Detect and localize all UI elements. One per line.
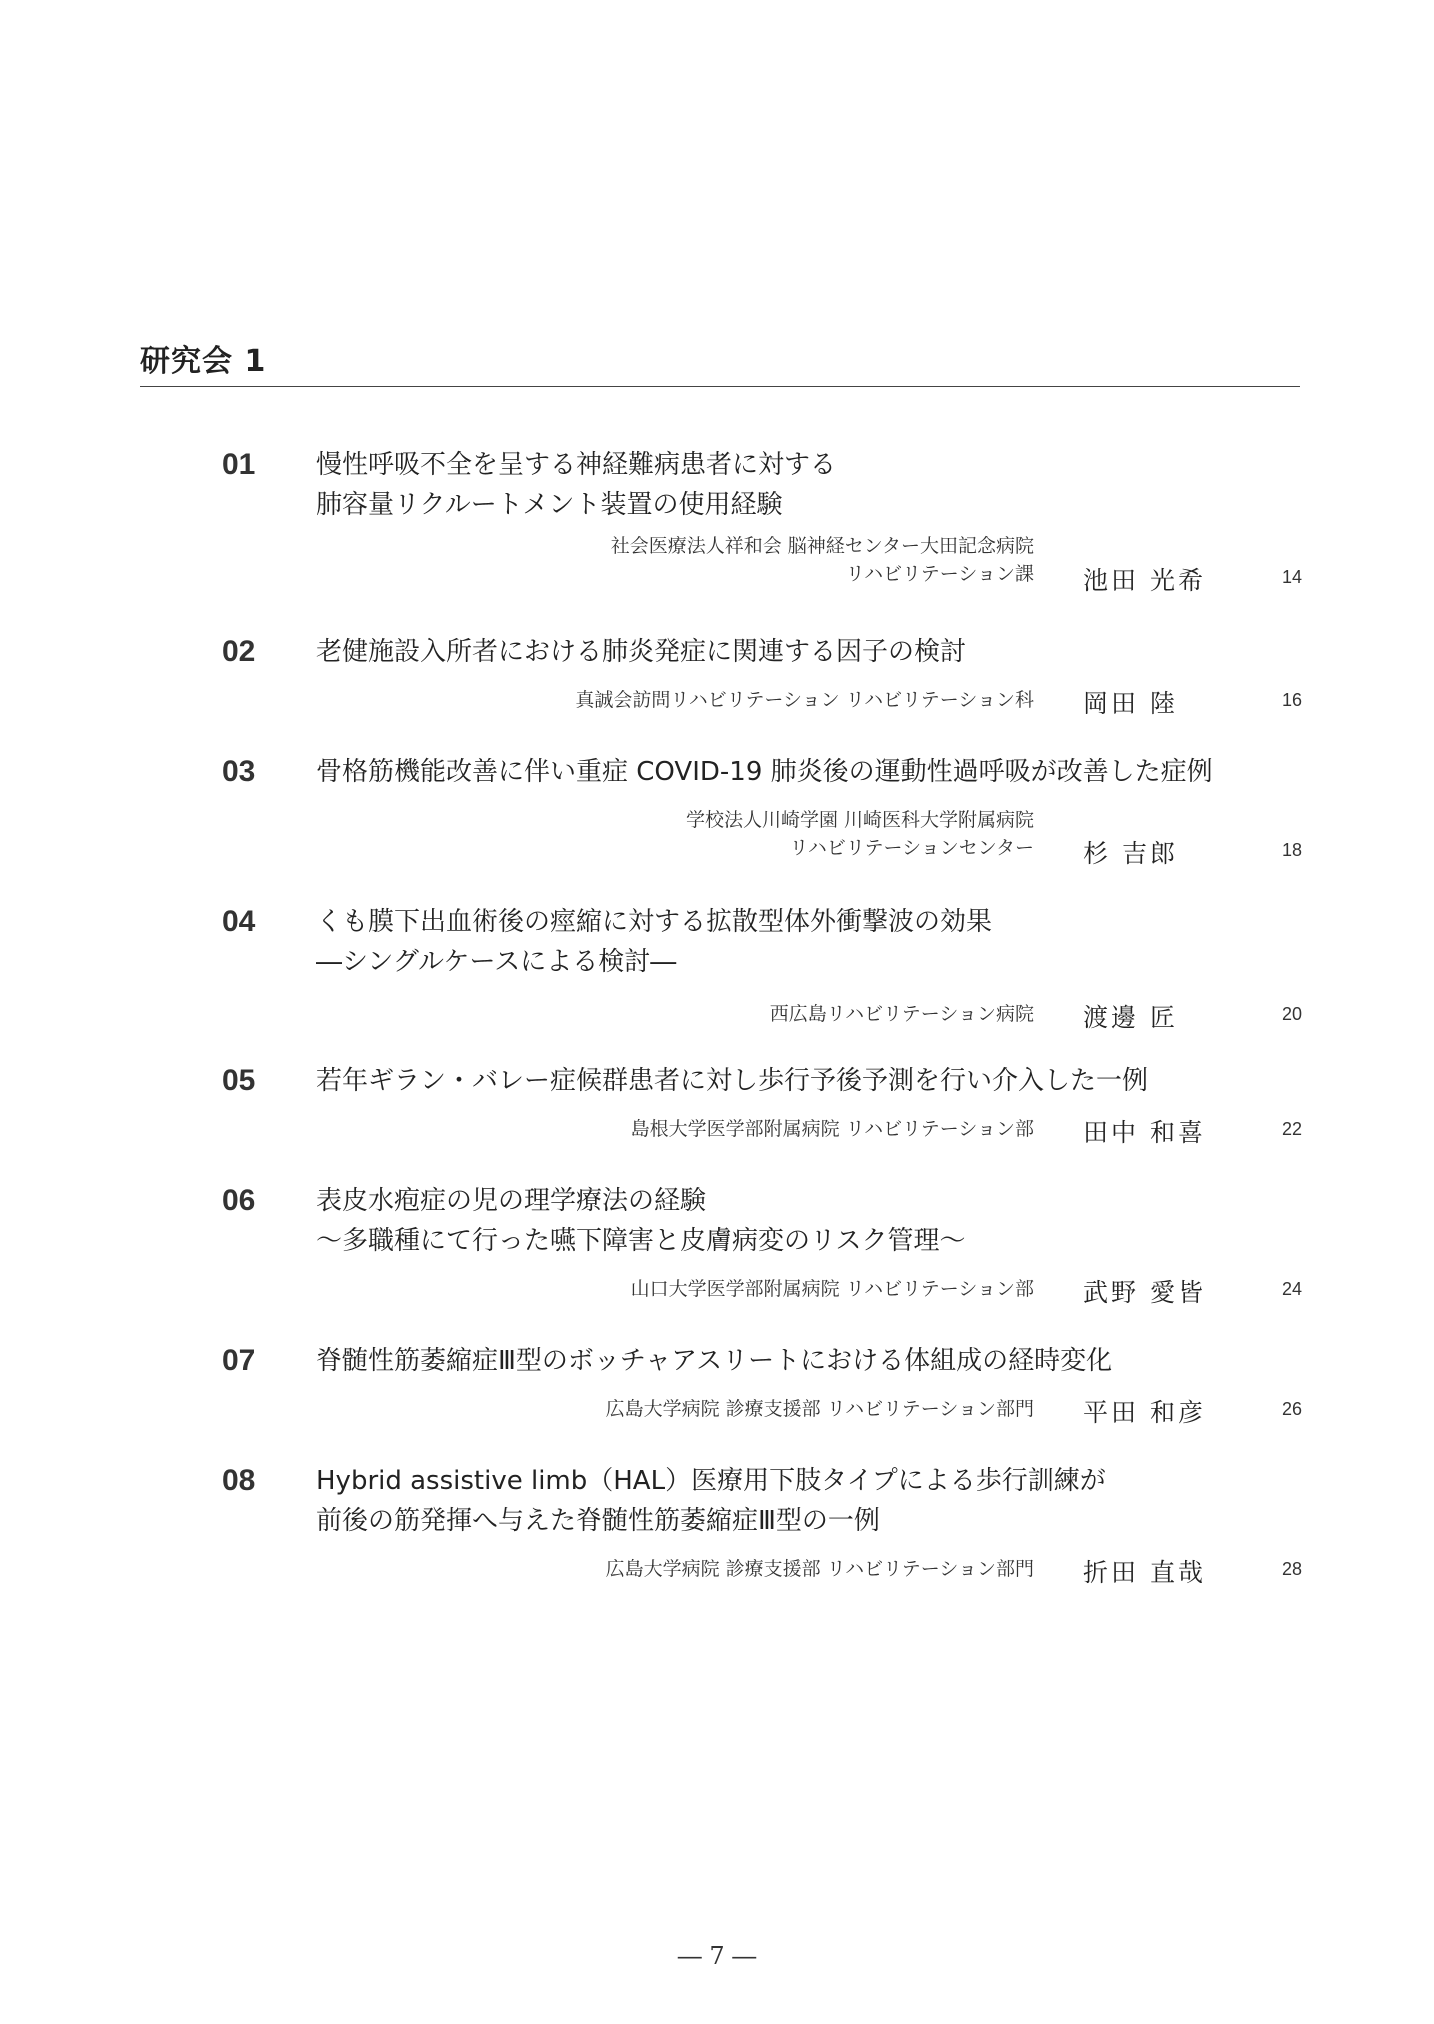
entry-affiliation-line: リハビリテーション課 (845, 563, 1034, 585)
entry-page-number: 20 (1281, 1004, 1302, 1024)
entry-title (316, 1341, 1316, 1381)
entry-affiliation (134, 1275, 1034, 1303)
entry-affiliation-line: 西広島リハビリテーション病院 (769, 1003, 1034, 1025)
entry-title (316, 1181, 1316, 1261)
entry-affiliation-line: 山口大学医学部附属病院 リハビリテーション部 (630, 1278, 1034, 1300)
entry-page-number: 26 (1281, 1399, 1302, 1419)
entry-author: 武野 愛皆 (1083, 1278, 1206, 1307)
entry-title-line: 脊髄性筋萎縮症Ⅲ型のボッチャアスリートにおける体組成の経時変化 (316, 1346, 1113, 1376)
entry-page-number: 18 (1281, 840, 1302, 860)
entry-title (316, 1061, 1316, 1101)
entry-page-number: 24 (1281, 1279, 1302, 1299)
entry-title-line: Hybrid assistive limb（HAL）医療用下肢タイプによる歩行訓練が (316, 1466, 1106, 1496)
entry-affiliation (134, 532, 1034, 588)
entry-number: 07 (222, 1344, 256, 1377)
entry-author: 岡田 陸 (1083, 689, 1178, 718)
entry-title-line: 慢性呼吸不全を呈する神経難病患者に対する (316, 450, 837, 480)
entry-affiliation (134, 1395, 1034, 1423)
entry-title-line: 前後の筋発揮へ与えた脊髄性筋萎縮症Ⅲ型の一例 (316, 1506, 880, 1536)
entry-title (316, 902, 1316, 982)
entry-title-line: くも膜下出血術後の痙縮に対する拡散型体外衝撃波の効果 (316, 907, 993, 937)
entry-title (316, 445, 1316, 525)
entry-author: 田中 和喜 (1083, 1118, 1206, 1147)
entry-affiliation-line: 学校法人川崎学園 川崎医科大学附属病院 (685, 809, 1034, 831)
entry-page-number: 28 (1281, 1559, 1302, 1579)
entry-affiliation-line: 広島大学病院 診療支援部 リハビリテーション部門 (605, 1558, 1034, 1580)
entry-affiliation-line: リハビリテーションセンター (789, 837, 1034, 859)
page-number-footer: ― 7 ― (677, 1942, 757, 1970)
entry-page-number: 22 (1281, 1119, 1302, 1139)
entry-affiliation (134, 1555, 1034, 1583)
entry-page-number: 14 (1281, 567, 1302, 587)
entry-number: 04 (222, 905, 256, 938)
entry-affiliation-line: 島根大学医学部附属病院 リハビリテーション部 (630, 1118, 1034, 1140)
entry-affiliation (134, 1115, 1034, 1143)
entry-title (316, 1461, 1316, 1541)
entry-affiliation (134, 686, 1034, 714)
entry-affiliation (134, 806, 1034, 862)
entry-title-line: 骨格筋機能改善に伴い重症 COVID-19 肺炎後の運動性過呼吸が改善した症例 (316, 757, 1213, 787)
entry-page-number: 16 (1281, 690, 1302, 710)
entry-number: 02 (222, 635, 256, 668)
entry-title-line: 肺容量リクルートメント装置の使用経験 (316, 490, 783, 520)
entry-number: 08 (222, 1464, 256, 1497)
entry-title-line: 表皮水疱症の児の理学療法の経験 (316, 1186, 707, 1216)
entry-affiliation-line: 社会医療法人祥和会 脳神経センター大田記念病院 (610, 535, 1034, 557)
entry-author: 平田 和彦 (1083, 1398, 1206, 1427)
entry-affiliation (134, 1000, 1034, 1028)
entry-affiliation-line: 真誠会訪問リハビリテーション リハビリテーション科 (575, 689, 1034, 711)
entry-title-line: 若年ギラン・バレー症候群患者に対し歩行予後予測を行い介入した一例 (316, 1066, 1149, 1096)
entry-author: 池田 光希 (1083, 566, 1206, 595)
entry-affiliation-line: 広島大学病院 診療支援部 リハビリテーション部門 (605, 1398, 1034, 1420)
entry-author: 杉 吉郎 (1083, 839, 1178, 868)
entry-number: 01 (222, 448, 256, 481)
section-title: 研究会 1 (140, 344, 267, 379)
entry-number: 06 (222, 1184, 256, 1217)
entry-title-line: ―シングルケースによる検討― (316, 947, 677, 977)
entry-author: 折田 直哉 (1083, 1558, 1206, 1587)
entry-title (316, 632, 1316, 672)
entry-number: 05 (222, 1064, 256, 1097)
entry-number: 03 (222, 755, 256, 788)
entry-title-line: ～多職種にて行った嚥下障害と皮膚病変のリスク管理～ (316, 1226, 966, 1256)
entry-title-line: 老健施設入所者における肺炎発症に関連する因子の検討 (316, 637, 967, 667)
entry-author: 渡邊 匠 (1083, 1003, 1178, 1032)
entry-title (316, 752, 1316, 792)
section-header (140, 336, 1300, 387)
